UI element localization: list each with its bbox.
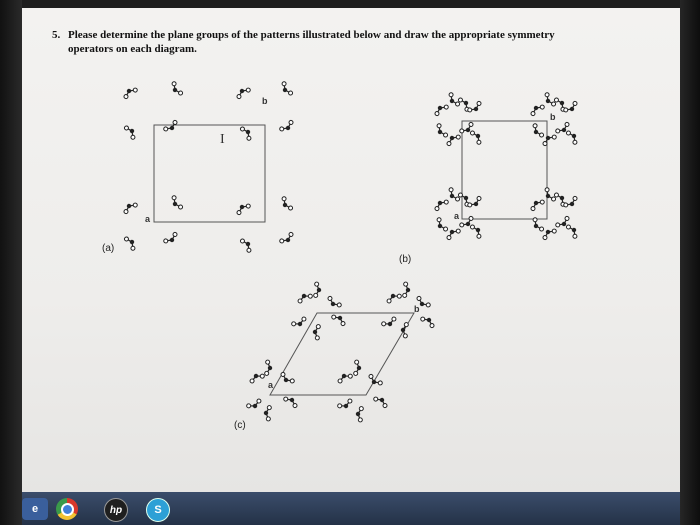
monitor-bezel-left (0, 0, 22, 525)
motif (239, 127, 253, 141)
motif (420, 315, 434, 329)
motif (163, 231, 177, 245)
motif (467, 195, 481, 209)
edge-icon[interactable]: e (22, 498, 48, 520)
motif (283, 395, 297, 409)
chrome-icon[interactable] (56, 498, 78, 520)
axis-label-a-a: a (145, 214, 151, 224)
question-line-1: Please determine the plane groups of the patterns illustrated below and draw the appropriate symmetry (68, 29, 555, 41)
motif (563, 100, 577, 114)
motif (435, 123, 449, 137)
motif (237, 202, 251, 216)
monitor-bezel-right (680, 0, 700, 525)
skype-icon[interactable]: S (146, 498, 170, 522)
motif (280, 81, 294, 95)
motif (259, 359, 276, 376)
figure-label-c: (c) (234, 420, 246, 431)
motif (260, 405, 277, 422)
motif (338, 371, 353, 386)
motif (124, 201, 138, 215)
motif (309, 324, 326, 341)
motif (387, 291, 402, 306)
motif (123, 237, 137, 251)
motif (170, 195, 184, 209)
axis-label-a-c: a (268, 380, 274, 390)
motif (565, 131, 579, 145)
motif (123, 126, 137, 140)
pattern-diagrams (22, 8, 680, 492)
motif (469, 225, 483, 239)
taskbar (22, 492, 680, 525)
figure-label-b: (b) (399, 254, 412, 265)
motif (435, 198, 449, 212)
motif (543, 227, 557, 241)
motif (246, 396, 261, 411)
axis-label-b-a: b (262, 96, 268, 106)
motif (281, 371, 295, 385)
motif (381, 314, 396, 329)
motif (337, 396, 352, 411)
motif (279, 119, 293, 133)
document-page (22, 8, 680, 492)
motif (250, 371, 265, 386)
motif (447, 133, 461, 147)
motif (435, 103, 449, 117)
motif (331, 313, 345, 327)
motif (467, 100, 481, 114)
motif (565, 225, 579, 239)
motif (328, 295, 342, 309)
motif (373, 395, 387, 409)
question-number: 5. (52, 29, 61, 41)
motif (435, 217, 449, 231)
motif (447, 227, 461, 241)
motif (531, 198, 545, 212)
motif (531, 217, 545, 231)
motif (563, 195, 577, 209)
motif (280, 196, 294, 210)
question-line-2: operators on each diagram. (68, 43, 197, 55)
motif (291, 314, 306, 329)
axis-label-a-b: a (454, 211, 460, 221)
motif (543, 133, 557, 147)
axis-label-b-c: b (414, 304, 420, 314)
motif (279, 231, 293, 245)
motif (170, 81, 184, 95)
hp-icon[interactable]: hp (104, 498, 128, 522)
monitor-bezel-top (0, 0, 700, 8)
text-cursor-icon: I (220, 132, 225, 147)
motifs-a (123, 81, 295, 252)
motif (348, 359, 365, 376)
motif (369, 373, 383, 387)
motifs-c (246, 281, 434, 422)
motif (237, 86, 251, 100)
motif (352, 406, 369, 423)
motif (124, 86, 138, 100)
figure-label-a: (a) (102, 243, 115, 254)
motif (163, 119, 177, 133)
motif (298, 291, 313, 306)
motif (531, 123, 545, 137)
axis-label-b-b: b (550, 112, 556, 122)
motif (469, 131, 483, 145)
motif (531, 103, 545, 117)
motif (239, 239, 253, 253)
